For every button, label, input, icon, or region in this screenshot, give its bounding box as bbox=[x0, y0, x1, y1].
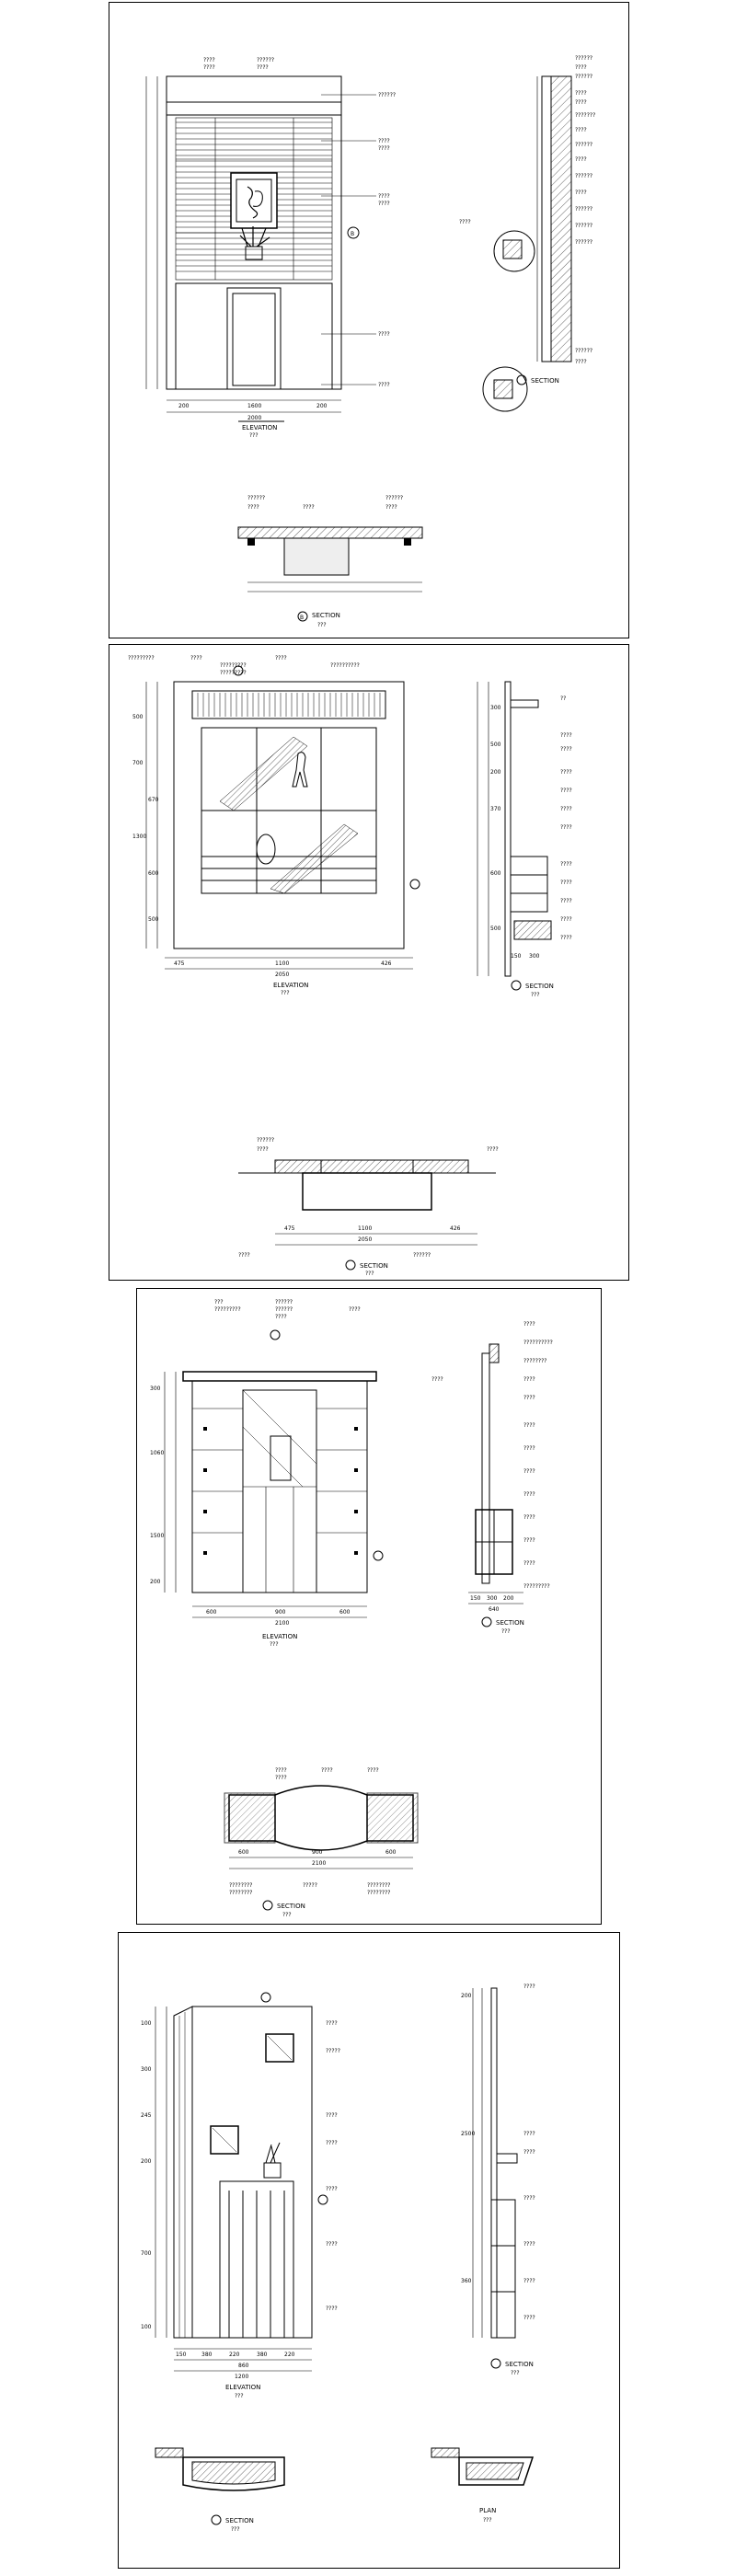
note-label: ?????? bbox=[575, 55, 593, 62]
dim-total: 1200 bbox=[235, 2374, 249, 2380]
dim-text: 600 bbox=[339, 1609, 351, 1616]
note-label: ?????? bbox=[275, 1306, 293, 1313]
note-label: ?????? bbox=[575, 206, 593, 213]
note-label: ???? bbox=[378, 382, 390, 388]
dim-text: 245 bbox=[141, 2112, 152, 2119]
note-label: ?????? bbox=[575, 74, 593, 80]
dim-text: 380 bbox=[201, 2352, 213, 2358]
dim-text: 220 bbox=[229, 2352, 240, 2358]
dim-text: 150 bbox=[470, 1595, 481, 1602]
note-label: ???? bbox=[238, 1252, 250, 1259]
note-label: ???? bbox=[575, 190, 587, 196]
note-label: ?????? bbox=[257, 1137, 275, 1144]
dim-text: 1300 bbox=[132, 834, 147, 840]
dim-text: 1100 bbox=[358, 1225, 373, 1232]
dim-text: 300 bbox=[529, 953, 540, 960]
note-label: ???? bbox=[523, 2195, 535, 2202]
note-label: ???? bbox=[257, 64, 269, 71]
note-label: ???????? bbox=[367, 1882, 391, 1889]
note-label: ??????? bbox=[575, 112, 596, 119]
section-subtitle: ??? bbox=[365, 1271, 374, 1277]
note-label: ???? bbox=[575, 359, 587, 365]
dim-text: 380 bbox=[257, 2352, 268, 2358]
dim-text: 100 bbox=[141, 2020, 152, 2027]
section-b-1 bbox=[238, 495, 422, 628]
dim-text: 600 bbox=[148, 870, 159, 877]
dim-text: 500 bbox=[490, 742, 501, 748]
note-label: ?????? bbox=[385, 495, 404, 501]
note-label: ???? bbox=[523, 1395, 535, 1401]
note-label: ???? bbox=[560, 769, 572, 776]
note-label: ???? bbox=[575, 127, 587, 133]
dim-text: 500 bbox=[132, 714, 144, 720]
sheet-1-canvas bbox=[109, 3, 628, 638]
note-label: ???? bbox=[523, 1491, 535, 1498]
dim-total: 2100 bbox=[312, 1860, 327, 1867]
note-label: ????????? bbox=[128, 655, 155, 661]
drawing-sheet-3 bbox=[136, 1288, 602, 1925]
dim-text: 600 bbox=[238, 1849, 249, 1856]
note-label: ???? bbox=[326, 2140, 338, 2146]
note-label: ???? bbox=[326, 2306, 338, 2312]
dim-text: 900 bbox=[312, 1849, 323, 1856]
note-label: ???? bbox=[275, 1775, 287, 1781]
drawing-sheet-2 bbox=[109, 644, 629, 1281]
note-label: ???? bbox=[247, 504, 259, 511]
sheet-4-canvas bbox=[119, 1933, 619, 2568]
note-label: ???? bbox=[326, 2241, 338, 2248]
note-label: ???? bbox=[523, 1445, 535, 1452]
section-title: SECTION bbox=[525, 983, 554, 990]
note-label: ?????? bbox=[247, 495, 266, 501]
note-label: ???? bbox=[523, 2315, 535, 2321]
section-b-3 bbox=[224, 1767, 418, 1918]
dim-text: 200 bbox=[316, 403, 328, 409]
note-label: ?????????? bbox=[523, 1340, 553, 1346]
note-label: ???? bbox=[487, 1146, 499, 1153]
note-label: ?????? bbox=[575, 142, 593, 148]
flower-vase bbox=[266, 2143, 280, 2163]
note-label: ???? bbox=[575, 64, 587, 71]
section-a-1-notes bbox=[459, 55, 595, 365]
note-label: ???????? bbox=[523, 1358, 547, 1364]
dim-text: 300 bbox=[150, 1386, 161, 1392]
note-label: ??? bbox=[214, 1299, 224, 1305]
note-label: ???? bbox=[275, 655, 287, 661]
section-subtitle: ??? bbox=[501, 1628, 511, 1635]
dim-text: 500 bbox=[490, 926, 501, 932]
section-subtitle: ??? bbox=[511, 2370, 520, 2376]
dim-text: 100 bbox=[141, 2324, 152, 2330]
dim-text: 860 bbox=[238, 2363, 249, 2369]
note-label: ?????? bbox=[378, 92, 397, 98]
section-a-1 bbox=[483, 76, 571, 411]
section-marker-label: B bbox=[351, 231, 355, 237]
dim-text: 200 bbox=[461, 1993, 472, 1999]
dim-text: 360 bbox=[461, 2278, 472, 2284]
note-label: ???? bbox=[326, 2112, 338, 2119]
note-label: ???? bbox=[560, 788, 572, 794]
dim-text: 475 bbox=[174, 960, 185, 967]
note-label: ???? bbox=[385, 504, 397, 511]
note-label: ???? bbox=[523, 2131, 535, 2137]
plan-title: PLAN bbox=[479, 2507, 497, 2514]
note-label: ???? bbox=[431, 1376, 443, 1383]
note-label: ?????? bbox=[275, 1299, 293, 1305]
dim-text: 200 bbox=[178, 403, 190, 409]
section-title: SECTION bbox=[225, 2517, 254, 2524]
dim-text: 370 bbox=[490, 806, 501, 812]
note-label: ???? bbox=[378, 193, 390, 200]
section-title: SECTION bbox=[531, 377, 559, 385]
note-label: ???? bbox=[575, 99, 587, 106]
section-marker-label: B bbox=[300, 615, 305, 621]
section-subtitle: ??? bbox=[231, 2526, 240, 2533]
note-label: ???????? bbox=[229, 1882, 253, 1889]
note-label: ???? bbox=[523, 1514, 535, 1521]
dim-text: 150 bbox=[511, 953, 522, 960]
section-a-4 bbox=[461, 1984, 535, 2376]
note-label: ?????? bbox=[413, 1252, 431, 1259]
elevation-3 bbox=[150, 1299, 383, 1648]
note-label: ???? bbox=[575, 156, 587, 163]
dim-text: 200 bbox=[150, 1579, 161, 1585]
elevation-1 bbox=[146, 57, 396, 439]
note-label: ???? bbox=[560, 898, 572, 904]
note-label: ????????? bbox=[214, 1306, 241, 1313]
elevation-subtitle: ??? bbox=[235, 2393, 244, 2399]
dim-text: 220 bbox=[284, 2352, 295, 2358]
note-label: ???? bbox=[560, 880, 572, 886]
drawing-sheet-1 bbox=[109, 2, 629, 638]
note-label: ????????? bbox=[220, 670, 247, 676]
dim-total: 2000 bbox=[247, 415, 262, 421]
section-title: SECTION bbox=[277, 1903, 305, 1910]
dim-text: 600 bbox=[385, 1849, 397, 1856]
note-label: ???? bbox=[321, 1767, 333, 1774]
note-label: ???? bbox=[378, 138, 390, 144]
sheet-3-canvas bbox=[137, 1289, 601, 1924]
note-label: ???? bbox=[326, 2020, 338, 2027]
dim-text: 600 bbox=[490, 870, 501, 877]
note-label: ???? bbox=[349, 1306, 361, 1313]
note-label: ???? bbox=[523, 1422, 535, 1429]
dim-text: 300 bbox=[490, 705, 501, 711]
note-label: ???? bbox=[560, 861, 572, 868]
dim-total: 2050 bbox=[358, 1236, 373, 1243]
note-label: ???? bbox=[560, 746, 572, 753]
note-label: ???? bbox=[190, 655, 202, 661]
dim-text: 300 bbox=[487, 1595, 498, 1602]
note-label: ???? bbox=[203, 64, 215, 71]
section-b-4 bbox=[155, 2448, 284, 2533]
note-label: ?????? bbox=[575, 348, 593, 354]
note-label: ???????? bbox=[229, 1890, 253, 1896]
note-label: ?????? bbox=[575, 239, 593, 246]
elevation-title: ELEVATION bbox=[262, 1633, 298, 1640]
sheet-2-canvas bbox=[109, 645, 628, 1280]
note-label: ???? bbox=[378, 145, 390, 152]
section-subtitle: ??? bbox=[531, 992, 540, 998]
dim-text: 500 bbox=[148, 916, 159, 923]
note-label: ???? bbox=[523, 1468, 535, 1475]
note-label: ???? bbox=[203, 57, 215, 63]
note-label: ????????? bbox=[523, 1583, 550, 1590]
note-label: ????? bbox=[303, 1882, 317, 1889]
elevation-subtitle: ??? bbox=[249, 432, 259, 439]
dim-text: 300 bbox=[141, 2066, 152, 2073]
statue-figure bbox=[270, 1436, 291, 1480]
section-subtitle: ??? bbox=[282, 1912, 292, 1918]
note-label: ???? bbox=[523, 1537, 535, 1544]
note-label: ?????????? bbox=[330, 662, 360, 669]
note-label: ???? bbox=[523, 1560, 535, 1567]
elevation-title: ELEVATION bbox=[225, 2384, 261, 2391]
dim-total: 2050 bbox=[275, 972, 290, 978]
section-subtitle: ??? bbox=[317, 622, 327, 628]
note-label: ???????? bbox=[367, 1890, 391, 1896]
section-title: SECTION bbox=[360, 1262, 388, 1270]
note-label: ???? bbox=[275, 1767, 287, 1774]
note-label: ???? bbox=[523, 1321, 535, 1328]
note-label: ???? bbox=[560, 824, 572, 831]
section-title: SECTION bbox=[312, 612, 340, 619]
elevation-title: ELEVATION bbox=[273, 982, 309, 989]
section-title: SECTION bbox=[505, 2361, 534, 2368]
note-label: ???? bbox=[378, 331, 390, 338]
dim-text: 200 bbox=[503, 1595, 514, 1602]
dim-text: 600 bbox=[206, 1609, 217, 1616]
note-label: ???? bbox=[523, 1984, 535, 1990]
elevation-title: ELEVATION bbox=[242, 424, 278, 431]
dim-total: 640 bbox=[489, 1606, 500, 1613]
picture-frame bbox=[231, 173, 277, 228]
note-label: ???? bbox=[523, 2278, 535, 2284]
note-label: ???? bbox=[459, 219, 471, 225]
note-label: ?????? bbox=[257, 57, 275, 63]
note-label: ???? bbox=[326, 2186, 338, 2192]
section-a-3 bbox=[431, 1321, 553, 1635]
dim-text: 200 bbox=[141, 2158, 152, 2165]
note-label: ???? bbox=[575, 90, 587, 97]
note-label: ???? bbox=[523, 2241, 535, 2248]
dim-text: 700 bbox=[141, 2250, 152, 2257]
dim-text: 700 bbox=[132, 760, 144, 766]
statue-figure bbox=[293, 753, 307, 787]
note-label: ???? bbox=[523, 1376, 535, 1383]
elevation-subtitle: ??? bbox=[281, 990, 290, 996]
plan-4 bbox=[431, 2448, 533, 2524]
note-label: ???? bbox=[560, 916, 572, 923]
dim-text: 900 bbox=[275, 1609, 286, 1616]
dim-text: 1500 bbox=[150, 1533, 165, 1539]
dim-total: 2100 bbox=[275, 1620, 290, 1627]
dim-text: 426 bbox=[381, 960, 392, 967]
dim-text: 475 bbox=[284, 1225, 295, 1232]
elevation-subtitle: ??? bbox=[270, 1641, 279, 1648]
note-label: ?? bbox=[560, 696, 567, 702]
note-label: ???? bbox=[367, 1767, 379, 1774]
dim-text: 200 bbox=[490, 769, 501, 776]
dim-text: 426 bbox=[450, 1225, 461, 1232]
dim-text: 150 bbox=[176, 2352, 187, 2358]
dim-text: 1100 bbox=[275, 960, 290, 967]
note-label: ???? bbox=[378, 201, 390, 207]
plan-subtitle: ??? bbox=[483, 2517, 492, 2524]
note-label: ?????? bbox=[575, 173, 593, 179]
dim-text: 1600 bbox=[247, 403, 262, 409]
section-b-2 bbox=[238, 1137, 499, 1277]
buddha-head bbox=[257, 834, 275, 864]
note-label: ?????? bbox=[575, 223, 593, 229]
note-label: ???? bbox=[560, 806, 572, 812]
dim-text: 2500 bbox=[461, 2131, 476, 2137]
section-a-2 bbox=[477, 682, 572, 998]
dim-text: 1060 bbox=[150, 1450, 165, 1456]
note-label: ????????? bbox=[220, 662, 247, 669]
note-label: ???? bbox=[275, 1314, 287, 1320]
note-label: ???? bbox=[303, 504, 315, 511]
elevation-4 bbox=[141, 1993, 340, 2399]
note-label: ???? bbox=[560, 732, 572, 739]
dim-text: 670 bbox=[148, 797, 159, 803]
drawing-sheet-4 bbox=[118, 1932, 620, 2569]
note-label: ????? bbox=[326, 2048, 340, 2054]
section-title: SECTION bbox=[496, 1619, 524, 1627]
flower-vase bbox=[240, 226, 270, 259]
note-label: ???? bbox=[560, 935, 572, 941]
elevation-2 bbox=[128, 655, 420, 996]
note-label: ???? bbox=[523, 2149, 535, 2156]
note-label: ???? bbox=[257, 1146, 269, 1153]
